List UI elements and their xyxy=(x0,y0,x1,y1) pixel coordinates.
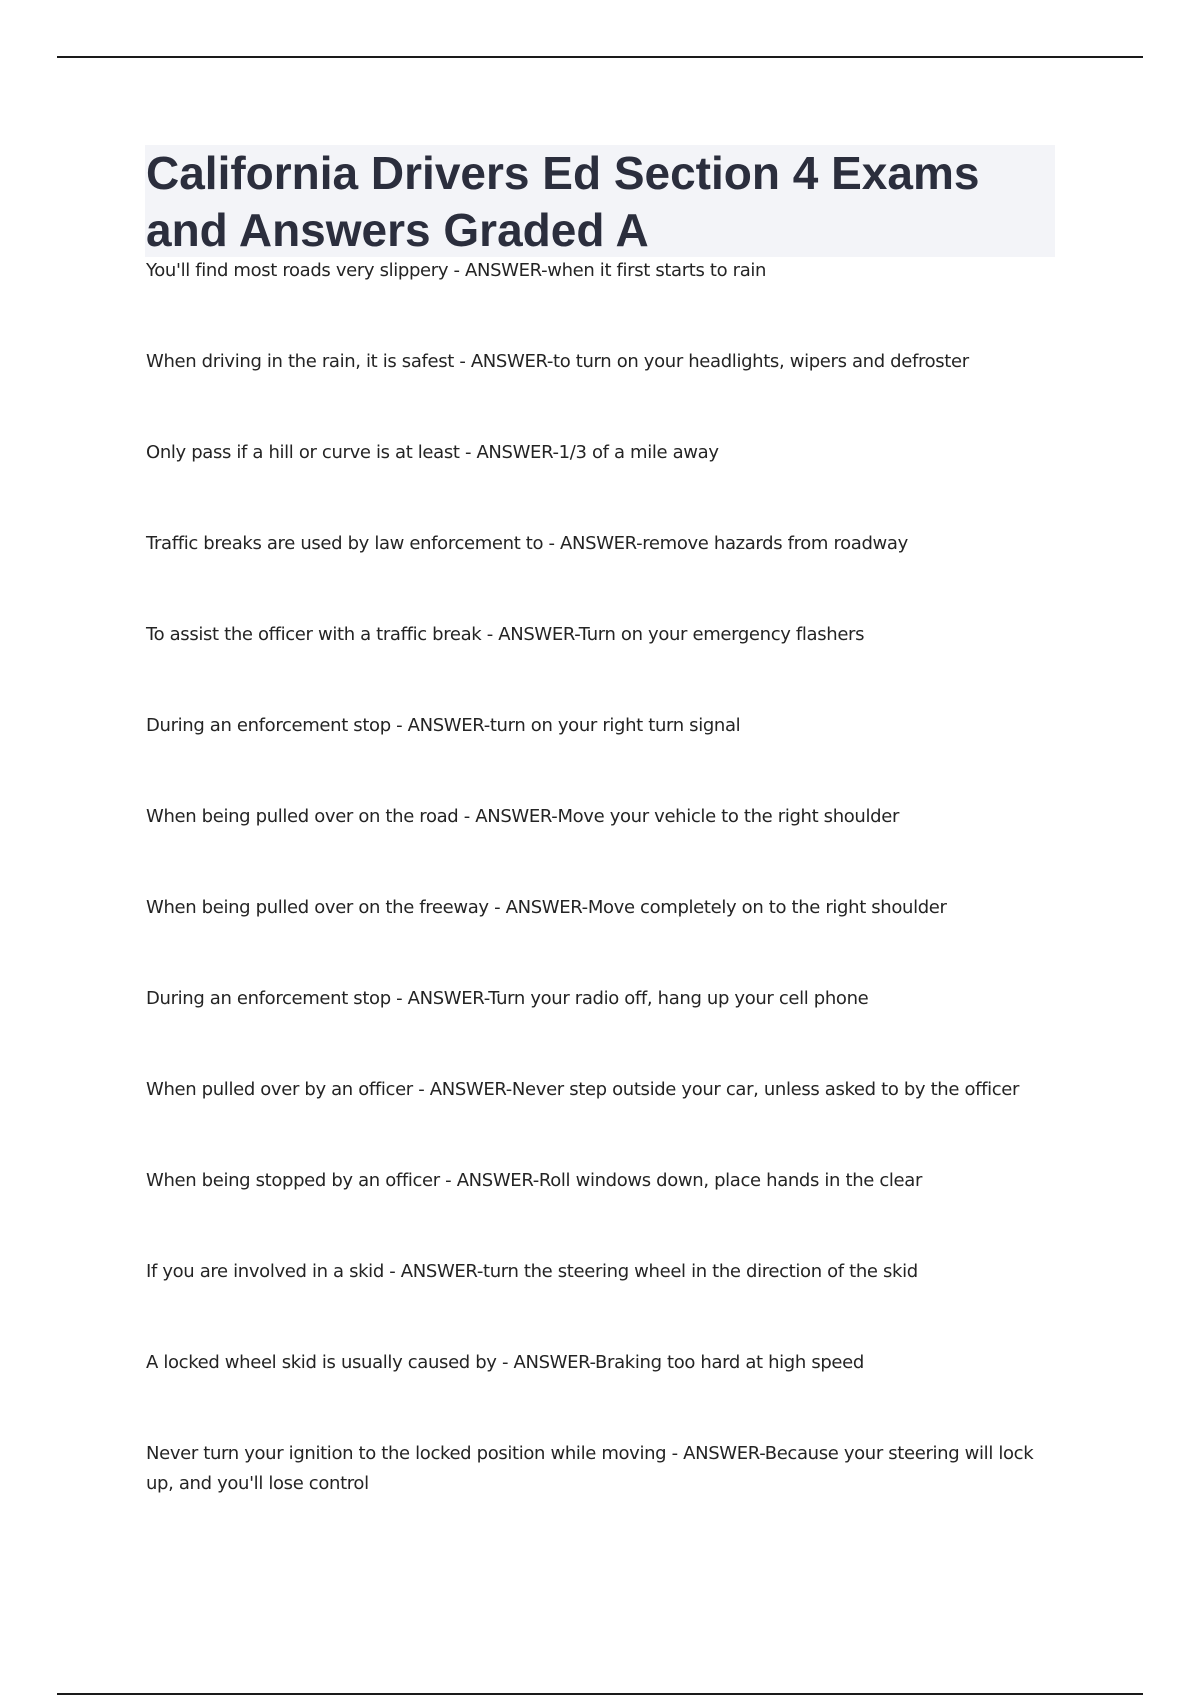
qa-item: Traffic breaks are used by law enforcement to - ANSWER-remove hazards from roadway xyxy=(146,533,908,554)
qa-item: When pulled over by an officer - ANSWER-Never step outside your car, unless asked to by the officer xyxy=(146,1079,1020,1100)
qa-item: You'll find most roads very slippery - ANSWER-when it first starts to rain xyxy=(146,260,767,281)
qa-item: Only pass if a hill or curve is at least - ANSWER-1/3 of a mile away xyxy=(146,442,719,463)
bottom-rule xyxy=(57,1693,1143,1695)
qa-item: If you are involved in a skid - ANSWER-turn the steering wheel in the direction of the skid xyxy=(146,1261,918,1282)
qa-item: To assist the officer with a traffic break - ANSWER-Turn on your emergency flashers xyxy=(146,624,865,645)
qa-list xyxy=(146,256,1056,1530)
qa-item: When driving in the rain, it is safest - ANSWER-to turn on your headlights, wipers and defroster xyxy=(146,351,969,372)
qa-item: When being stopped by an officer - ANSWER-Roll windows down, place hands in the clear xyxy=(146,1170,922,1191)
document-title: California Drivers Ed Section 4 Exams and Answers Graded A xyxy=(146,147,980,256)
qa-item: During an enforcement stop - ANSWER-turn on your right turn signal xyxy=(146,715,741,736)
top-rule xyxy=(57,56,1143,58)
qa-item: During an enforcement stop - ANSWER-Turn your radio off, hang up your cell phone xyxy=(146,988,869,1009)
qa-item: When being pulled over on the freeway - ANSWER-Move completely on to the right shoulder xyxy=(146,897,947,918)
qa-item: When being pulled over on the road - ANSWER-Move your vehicle to the right shoulder xyxy=(146,806,899,827)
qa-item: A locked wheel skid is usually caused by - ANSWER-Braking too hard at high speed xyxy=(146,1352,864,1373)
qa-item: Never turn your ignition to the locked position while moving - ANSWER-Because your steering will lock up, and you'll lose control xyxy=(146,1443,1034,1494)
